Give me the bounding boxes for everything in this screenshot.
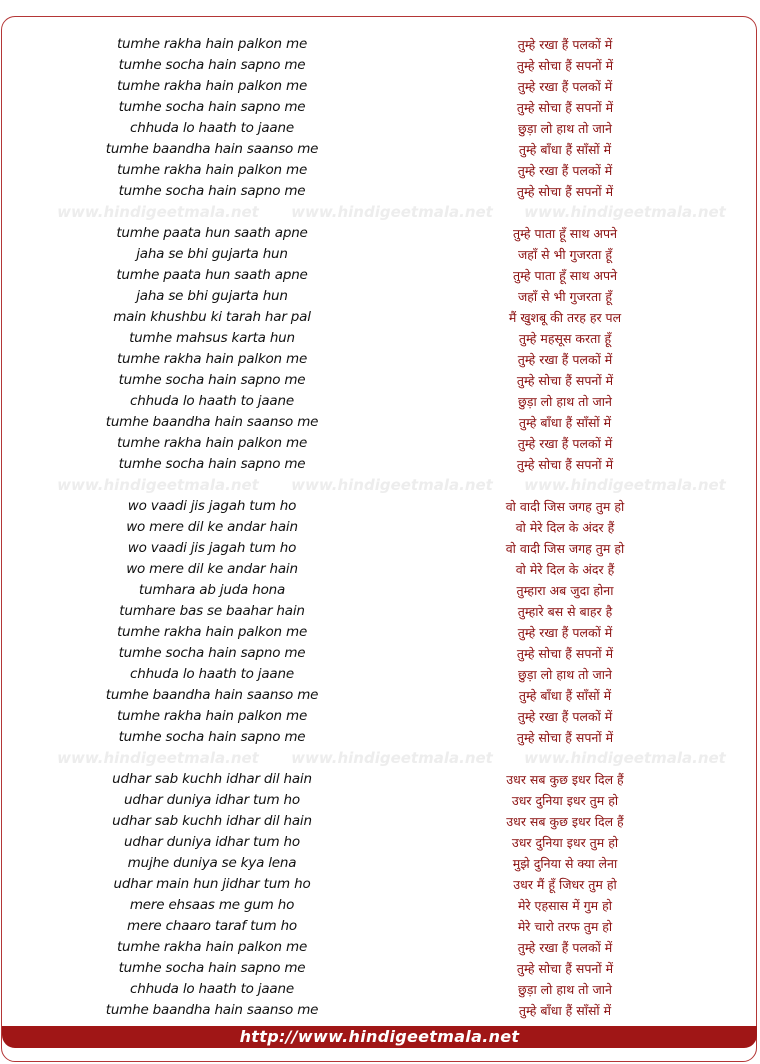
lyric-line (0, 181, 760, 202)
lyric-transliteration: wo vaadi jis jagah tum ho (127, 498, 297, 514)
watermark-text: www.hindigeetmala.net (291, 749, 493, 767)
lyric-transliteration: tumhe paata hun saath apne (116, 225, 308, 241)
lyric-transliteration: chhuda lo haath to jaane (130, 981, 294, 997)
lyric-line (0, 559, 760, 580)
lyric-hindi: मुझे दुनिया से क्या लेना (512, 856, 618, 871)
lyric-transliteration: mujhe duniya se kya lena (127, 855, 297, 871)
lyric-transliteration: chhuda lo haath to jaane (130, 120, 294, 136)
lyric-line (0, 139, 760, 160)
lyric-transliteration: mere ehsaas me gum ho (129, 897, 295, 913)
lyric-line (0, 916, 760, 937)
watermark-row (0, 475, 760, 496)
lyric-hindi: तुम्हे सोचा हैं सपनों में (516, 646, 614, 661)
lyric-hindi: तुम्हे रखा हैं पलकों में (517, 436, 613, 451)
stanza (0, 34, 760, 202)
lyric-transliteration: tumhe socha hain sapno me (118, 57, 306, 73)
lyric-line (0, 307, 760, 328)
lyric-transliteration: udhar duniya idhar tum ho (124, 834, 300, 850)
lyric-hindi: तुम्हे रखा हैं पलकों में (517, 79, 613, 94)
lyric-line (0, 370, 760, 391)
lyric-line (0, 622, 760, 643)
lyric-transliteration: tumhe socha hain sapno me (118, 456, 306, 472)
lyric-hindi: तुम्हे रखा हैं पलकों में (517, 352, 613, 367)
lyric-hindi: तुम्हे महसूस करता हूँ (518, 331, 612, 346)
lyric-line (0, 76, 760, 97)
lyric-transliteration: tumhe socha hain sapno me (118, 183, 306, 199)
lyric-line (0, 664, 760, 685)
lyric-line (0, 979, 760, 1000)
lyric-transliteration: udhar duniya idhar tum ho (124, 792, 300, 808)
lyric-hindi: जहाँ से भी गुजरता हूँ (518, 247, 612, 262)
lyric-transliteration: wo mere dil ke andar hain (126, 561, 298, 577)
lyric-hindi: मेरे एहसास में गुम हो (517, 898, 613, 913)
lyric-line (0, 286, 760, 307)
stanza (0, 223, 760, 475)
lyric-transliteration: tumhe mahsus karta hun (129, 330, 295, 346)
lyric-hindi: तुम्हे रखा हैं पलकों में (517, 163, 613, 178)
lyric-hindi: तुम्हे बाँधा हैं साँसों में (518, 142, 612, 157)
lyric-hindi: तुम्हे सोचा हैं सपनों में (516, 184, 614, 199)
lyric-transliteration: tumhe rakha hain palkon me (116, 708, 308, 724)
lyric-transliteration: tumhe baandha hain saanso me (105, 414, 319, 430)
lyric-line (0, 496, 760, 517)
lyric-line (0, 601, 760, 622)
footer-bar (2, 1026, 757, 1048)
lyric-hindi: वो वादी जिस जगह तुम हो (505, 499, 625, 514)
lyric-transliteration: tumhe socha hain sapno me (118, 729, 306, 745)
lyric-hindi: वो मेरे दिल के अंदर हैं (515, 562, 615, 577)
lyric-hindi: तुम्हे रखा हैं पलकों में (517, 37, 613, 52)
lyric-hindi: तुम्हे बाँधा हैं साँसों में (518, 1003, 612, 1018)
watermark-text: www.hindigeetmala.net (291, 203, 493, 221)
watermark-text: www.hindigeetmala.net (524, 749, 726, 767)
lyric-transliteration: tumhe rakha hain palkon me (116, 939, 308, 955)
lyric-hindi: उधर सब कुछ इधर दिल हैं (506, 814, 624, 829)
lyric-transliteration: tumhe baandha hain saanso me (105, 687, 319, 703)
lyric-hindi: उधर दुनिया इधर तुम हो (511, 835, 619, 850)
lyric-line (0, 349, 760, 370)
lyric-line (0, 895, 760, 916)
lyric-line (0, 853, 760, 874)
lyric-line (0, 160, 760, 181)
lyric-line (0, 118, 760, 139)
lyric-line (0, 454, 760, 475)
lyric-hindi: मेरे चारो तरफ तुम हो (517, 919, 613, 934)
lyric-hindi: तुम्हे सोचा हैं सपनों में (516, 100, 614, 115)
lyric-hindi: तुम्हे पाता हूँ साथ अपने (512, 226, 618, 241)
lyric-transliteration: tumhe baandha hain saanso me (105, 141, 319, 157)
lyric-line (0, 958, 760, 979)
lyric-line (0, 97, 760, 118)
lyric-line (0, 265, 760, 286)
lyric-hindi: तुम्हे सोचा हैं सपनों में (516, 730, 614, 745)
lyric-line (0, 937, 760, 958)
lyric-line (0, 517, 760, 538)
lyric-hindi: तुम्हे सोचा हैं सपनों में (516, 58, 614, 73)
lyrics-body (0, 34, 760, 1021)
watermark-row (0, 202, 760, 223)
lyric-hindi: मैं खुशबू की तरह हर पल (508, 310, 622, 325)
lyric-line (0, 55, 760, 76)
lyric-transliteration: tumhe rakha hain palkon me (116, 36, 308, 52)
lyric-transliteration: tumhe rakha hain palkon me (116, 351, 308, 367)
lyric-hindi: तुम्हे बाँधा हैं साँसों में (518, 415, 612, 430)
lyric-line (0, 643, 760, 664)
stanza (0, 496, 760, 748)
lyric-transliteration: tumhe socha hain sapno me (118, 99, 306, 115)
lyric-hindi: तुम्हे रखा हैं पलकों में (517, 625, 613, 640)
lyric-transliteration: tumhe socha hain sapno me (118, 645, 306, 661)
lyric-hindi: छुड़ा लो हाथ तो जाने (518, 982, 612, 997)
lyric-line (0, 223, 760, 244)
lyric-transliteration: udhar sab kuchh idhar dil hain (112, 813, 312, 829)
lyric-hindi: जहाँ से भी गुजरता हूँ (518, 289, 612, 304)
lyric-hindi: छुड़ा लो हाथ तो जाने (518, 121, 612, 136)
lyric-line (0, 685, 760, 706)
lyric-transliteration: tumhe socha hain sapno me (118, 372, 306, 388)
lyric-line (0, 790, 760, 811)
lyric-hindi: तुम्हारे बस से बाहर है (517, 604, 613, 619)
lyric-transliteration: udhar sab kuchh idhar dil hain (112, 771, 312, 787)
lyric-transliteration: udhar main hun jidhar tum ho (113, 876, 311, 892)
lyric-hindi: तुम्हे सोचा हैं सपनों में (516, 457, 614, 472)
watermark-text: www.hindigeetmala.net (57, 476, 259, 494)
lyric-transliteration: tumhe baandha hain saanso me (105, 1002, 319, 1018)
lyric-line (0, 727, 760, 748)
lyric-line (0, 433, 760, 454)
lyric-hindi: वो वादी जिस जगह तुम हो (505, 541, 625, 556)
lyric-transliteration: jaha se bhi gujarta hun (136, 246, 288, 262)
lyric-transliteration: tumhe socha hain sapno me (118, 960, 306, 976)
lyric-line (0, 832, 760, 853)
lyric-line (0, 328, 760, 349)
lyric-hindi: तुम्हे रखा हैं पलकों में (517, 940, 613, 955)
lyric-hindi: उधर मैं हूँ जिधर तुम हो (513, 877, 617, 892)
lyric-line (0, 811, 760, 832)
lyric-transliteration: jaha se bhi gujarta hun (136, 288, 288, 304)
lyric-transliteration: chhuda lo haath to jaane (130, 666, 294, 682)
lyric-line (0, 538, 760, 559)
lyric-transliteration: tumhe rakha hain palkon me (116, 435, 308, 451)
watermark-text: www.hindigeetmala.net (524, 203, 726, 221)
lyric-transliteration: main khushbu ki tarah har pal (113, 309, 311, 325)
lyric-line (0, 874, 760, 895)
lyric-transliteration: wo mere dil ke andar hain (126, 519, 298, 535)
lyric-transliteration: mere chaaro taraf tum ho (127, 918, 297, 934)
lyric-hindi: उधर दुनिया इधर तुम हो (511, 793, 619, 808)
stanza (0, 769, 760, 1021)
lyric-hindi: छुड़ा लो हाथ तो जाने (518, 667, 612, 682)
lyric-hindi: तुम्हे सोचा हैं सपनों में (516, 961, 614, 976)
lyric-line (0, 580, 760, 601)
lyric-hindi: छुड़ा लो हाथ तो जाने (518, 394, 612, 409)
lyric-transliteration: chhuda lo haath to jaane (130, 393, 294, 409)
lyric-transliteration: tumhe rakha hain palkon me (116, 624, 308, 640)
lyric-hindi: उधर सब कुछ इधर दिल हैं (506, 772, 624, 787)
lyric-transliteration: tumhe rakha hain palkon me (116, 78, 308, 94)
watermark-text: www.hindigeetmala.net (57, 749, 259, 767)
lyric-hindi: तुम्हारा अब जुदा होना (516, 583, 614, 598)
lyric-hindi: तुम्हे बाँधा हैं साँसों में (518, 688, 612, 703)
lyric-line (0, 1000, 760, 1021)
watermark-text: www.hindigeetmala.net (291, 476, 493, 494)
lyric-transliteration: tumhara ab juda hona (138, 582, 286, 598)
lyric-hindi: तुम्हे सोचा हैं सपनों में (516, 373, 614, 388)
lyric-line (0, 244, 760, 265)
lyric-line (0, 769, 760, 790)
watermark-text: www.hindigeetmala.net (524, 476, 726, 494)
watermark-text: www.hindigeetmala.net (57, 203, 259, 221)
lyric-hindi: वो मेरे दिल के अंदर हैं (515, 520, 615, 535)
lyric-transliteration: tumhe paata hun saath apne (116, 267, 308, 283)
footer-url-link[interactable]: http://www.hindigeetmala.net (239, 1027, 520, 1046)
lyric-transliteration: tumhare bas se baahar hain (119, 603, 305, 619)
watermark-row (0, 748, 760, 769)
lyric-line (0, 391, 760, 412)
lyric-line (0, 412, 760, 433)
lyric-line (0, 34, 760, 55)
lyric-hindi: तुम्हे पाता हूँ साथ अपने (512, 268, 618, 283)
lyric-transliteration: wo vaadi jis jagah tum ho (127, 540, 297, 556)
lyric-hindi: तुम्हे रखा हैं पलकों में (517, 709, 613, 724)
lyric-line (0, 706, 760, 727)
lyric-transliteration: tumhe rakha hain palkon me (116, 162, 308, 178)
